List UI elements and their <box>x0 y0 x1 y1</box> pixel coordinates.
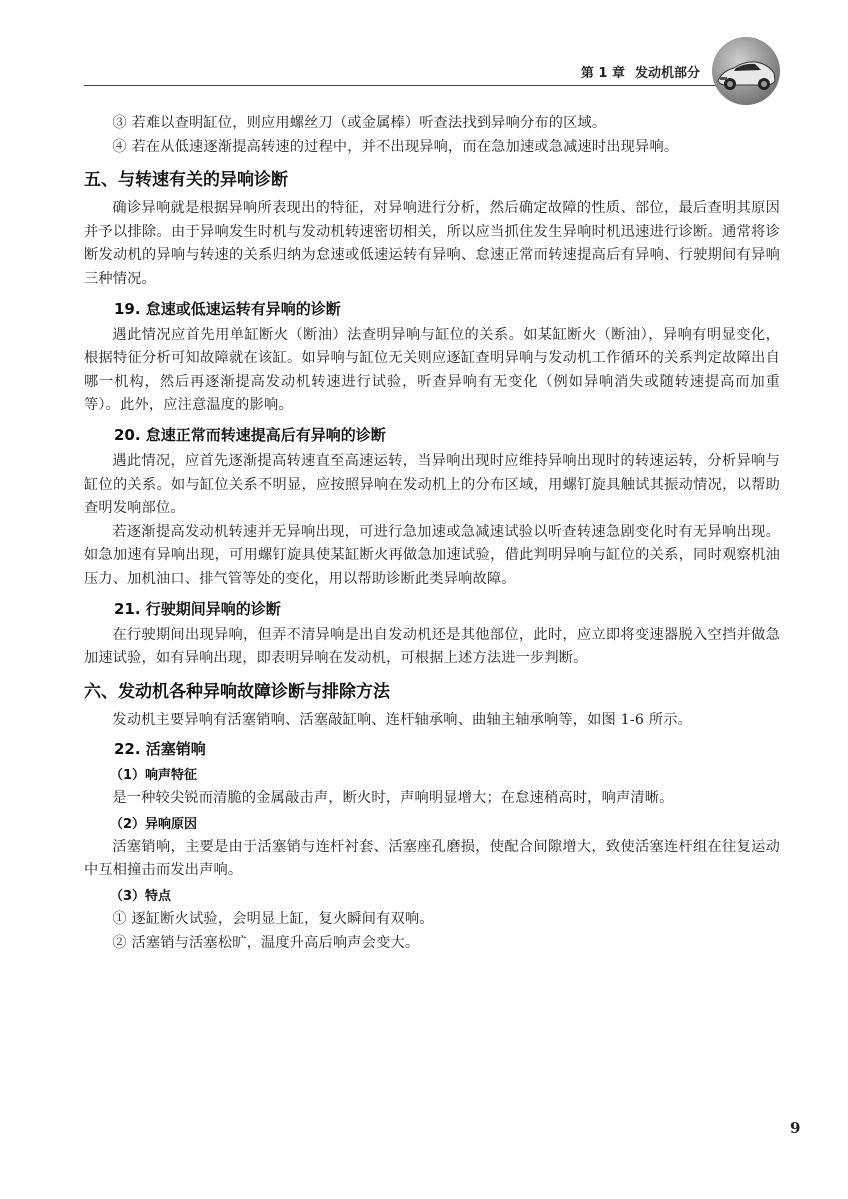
running-head <box>581 62 700 81</box>
paragraph-22-2: 活塞销响，主要是由于活塞销与连杆衬套、活塞座孔磨损，使配合间隙增大，致使活塞连杆组在往复运动中互相撞击而发出声响。 <box>84 838 780 879</box>
heading-22: 22. 活塞销响 <box>114 740 206 759</box>
page-header <box>84 58 780 86</box>
heading-22-2: （2）异响原因 <box>110 816 198 832</box>
chapter-title: 发动机部分 <box>634 66 700 81</box>
heading-22-1: （1）响声特征 <box>110 768 198 784</box>
paragraph-22-3b: ② 活塞销与活塞松旷，温度升高后响声会变大。 <box>112 934 420 951</box>
page-number: 9 <box>790 1119 801 1137</box>
section-5-intro: 确诊异响就是根据异响所表现出的特征，对异响进行分析，然后确定故障的性质、部位，最后查明其原因并予以排除。由于异响发生时机与发动机转速密切相关，所以应当抓住发生异响时机迅速进行诊断。通常将诊断发动机的异响与转速的关系归纳为怠速或低速运转有异响、怠速正常而转速提高后有异响、行驶期间有异响三种情况。 <box>84 200 780 287</box>
paragraph-20a: 遇此情况，应首先逐渐提高转速直至高速运转，当异响出现时应维持异响出现时的转速运转，分析异响与缸位的关系。如与缸位关系不明显，应按照异响在发动机上的分布区域，用螺钉旋具触试其振动情况，以帮助查明发响部位。 <box>84 452 780 517</box>
section-6-intro: 发动机主要异响有活塞销响、活塞敲缸响、连杆轴承响、曲轴主轴承响等，如图 1-6 所示。 <box>112 711 692 728</box>
paragraph-21: 在行驶期间出现异响，但弄不清异响是出自发动机还是其他部位，此时，应立即将变速器脱入空挡并做急加速试验，如有异响出现，即表明异响在发动机，可根据上述方法进一步判断。 <box>84 626 780 667</box>
paragraph-20b: 若逐渐提高发动机转速并无异响出现，可进行急加速或急减速试验以听查转速急剧变化时有无异响出现。如急加速有异响出现，可用螺钉旋具使某缸断火再做急加速试验，借此判明异响与缸位的关系，同时观察机油压力、加机油口、排气管等处的变化，用以帮助诊断此类异响故障。 <box>84 523 780 587</box>
paragraph-22-1: 是一种较尖锐而清脆的金属敲击声，断火时，声响明显增大；在怠速稍高时，响声清晰。 <box>112 790 674 807</box>
heading-19: 19. 怠速或低速运转有异响的诊断 <box>114 299 341 318</box>
section-6-heading: 六、发动机各种异响故障诊断与排除方法 <box>84 681 390 702</box>
section-5-heading: 五、与转速有关的异响诊断 <box>84 170 288 191</box>
list-item-3: ③ 若难以查明缸位，则应用螺丝刀（或金属棒）听查法找到异响分布的区域。 <box>112 115 607 131</box>
page-body <box>84 112 780 955</box>
header-rule <box>84 85 724 86</box>
heading-20: 20. 怠速正常而转速提高后有异响的诊断 <box>114 425 386 444</box>
list-item-4: ④ 若在从低速逐渐提高转速的过程中，并不出现异响，而在急加速或急减速时出现异响。 <box>112 138 679 155</box>
paragraph-22-3a: ① 逐缸断火试验，会明显上缸，复火瞬间有双响。 <box>112 911 434 928</box>
chapter-label: 第 1 章 <box>580 66 625 81</box>
paragraph-19: 遇此情况应首先用单缸断火（断油）法查明异响与缸位的关系。如某缸断火（断油），异响有明显变化，根据特征分析可知故障就在该缸。如异响与缸位无关则应逐缸查明异响与发动机工作循环的关系判定故障出自哪一机构，然后再逐渐提高发动机转速进行试验，听查异响有无变化（例如异响消失或随转速提高而加重等）。此外，应注意温度的影响。 <box>84 326 780 414</box>
car-logo-icon <box>712 37 780 105</box>
heading-22-3: （3）特点 <box>110 889 172 905</box>
heading-21: 21. 行驶期间异响的诊断 <box>114 599 281 618</box>
